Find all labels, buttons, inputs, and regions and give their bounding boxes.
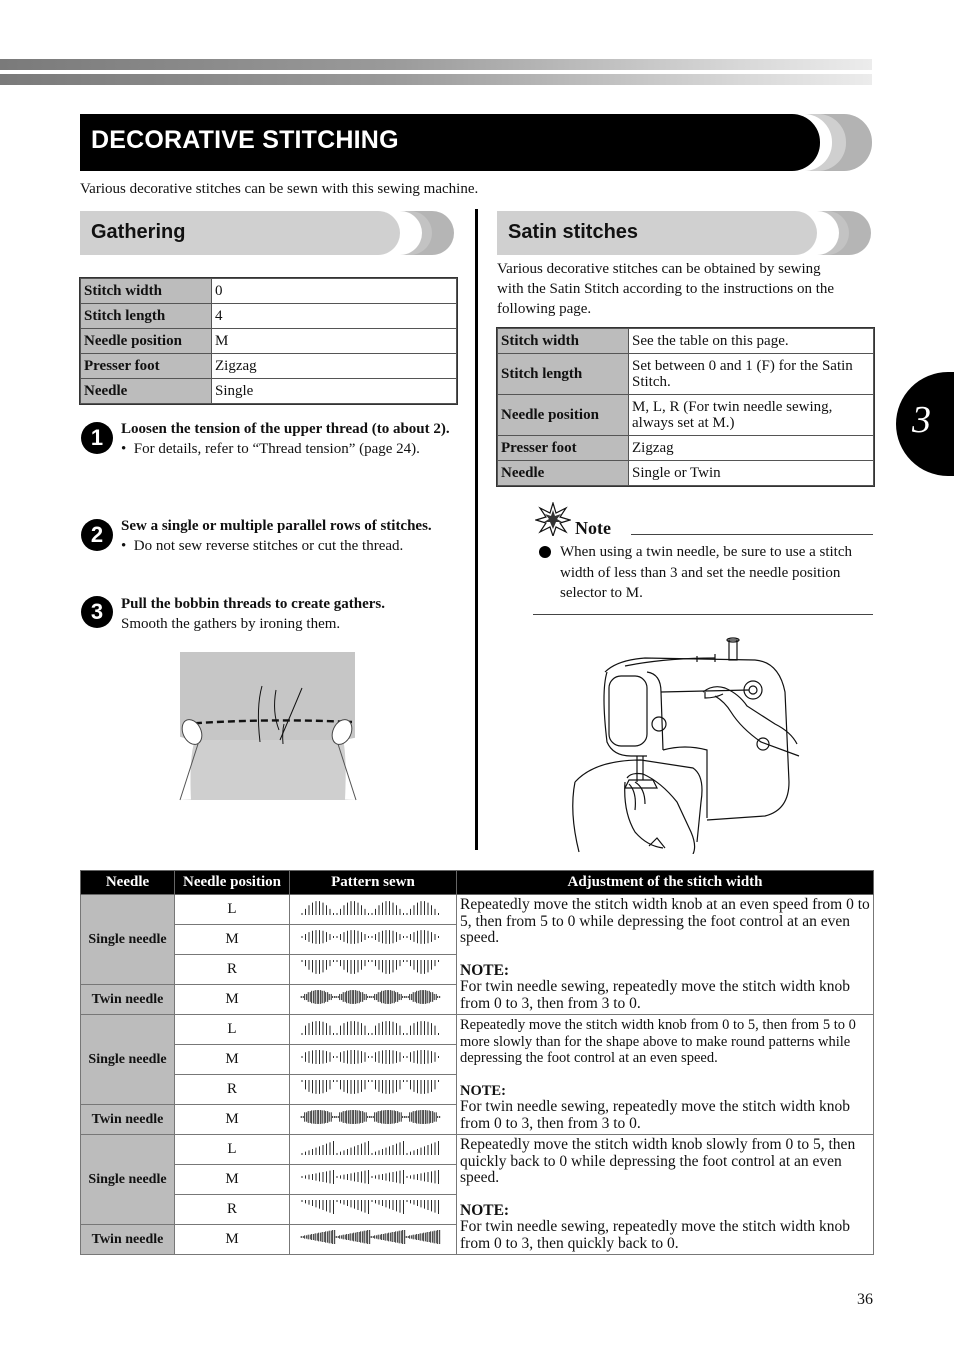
gathering-heading: Gathering <box>91 221 186 243</box>
column-divider <box>475 209 478 850</box>
setting-label: Needle position <box>498 395 629 436</box>
col-header-pattern: Pattern sewn <box>290 871 457 895</box>
needle-position: M <box>175 1045 290 1075</box>
needle-type: Twin needle <box>81 985 175 1015</box>
pattern-cell <box>290 1225 457 1255</box>
step-number-3: 3 <box>81 596 113 628</box>
gathering-heading-banner <box>80 211 454 255</box>
stitch-pattern-graphic <box>290 1225 450 1249</box>
setting-label: Stitch width <box>81 279 212 304</box>
setting-label: Needle <box>498 461 629 486</box>
stitch-width-table <box>80 870 874 1255</box>
setting-label: Stitch length <box>498 354 629 395</box>
col-header-position: Needle position <box>175 871 290 895</box>
chapter-number: 3 <box>912 399 931 441</box>
page-title-banner <box>80 114 872 171</box>
adjustment-text: Repeatedly move the stitch width knob slowly from 0 to 5, then quickly back to 0 while depressing the foot control at an even speed. <box>460 1136 856 1186</box>
page-title: DECORATIVE STITCHING <box>91 126 399 154</box>
pattern-cell <box>290 895 457 925</box>
setting-value: Single or Twin <box>629 461 874 486</box>
step-2-instruction: Sew a single or multiple parallel rows of stitches. <box>121 518 432 534</box>
stitch-pattern-graphic <box>290 1105 450 1129</box>
page-number: 36 <box>857 1291 873 1308</box>
needle-position: M <box>175 925 290 955</box>
twin-needle-note: For twin needle sewing, repeatedly move the stitch width knob from 0 to 3, then quickly back to 0. <box>460 1218 850 1252</box>
note-label: NOTE: <box>460 1082 506 1099</box>
stitch-pattern-graphic <box>290 1075 450 1099</box>
satin-intro: Various decorative stitches can be obtained by sewing with the Satin Stitch according to the instructions on the following page. <box>497 261 835 317</box>
needle-type: Twin needle <box>81 1225 175 1255</box>
setting-value: See the table on this page. <box>629 329 874 354</box>
stitch-pattern-graphic <box>290 1015 450 1039</box>
stitch-pattern-graphic <box>290 925 450 949</box>
setting-value: 4 <box>212 304 457 329</box>
pattern-cell <box>290 955 457 985</box>
note-label: NOTE: <box>460 961 510 979</box>
setting-label: Presser foot <box>498 436 629 461</box>
step-3-detail: Smooth the gathers by ironing them. <box>121 616 341 632</box>
adjustment-text: Repeatedly move the stitch width knob at an even speed from 0 to 5, then from 5 to 0 while depressing the foot control at an even speed. <box>460 896 870 946</box>
needle-position: M <box>175 1105 290 1135</box>
needle-type: Twin needle <box>81 1105 175 1135</box>
needle-position: M <box>175 1225 290 1255</box>
stitch-pattern-graphic <box>290 1195 450 1219</box>
sewing-machine-illustration <box>565 632 805 854</box>
page-intro: Various decorative stitches can be sewn with this sewing machine. <box>80 181 479 197</box>
setting-value: Set between 0 and 1 (F) for the Satin Stitch. <box>629 354 874 395</box>
note-heading: Note <box>575 518 611 538</box>
note-icon <box>535 502 571 536</box>
adjustment-text: Repeatedly move the stitch width knob from 0 to 5, then from 5 to 0 more slowly than for the shape above to make round patterns while depressing the foot control at an even speed. <box>460 1017 856 1066</box>
satin-settings-table <box>497 328 874 486</box>
setting-value: M, L, R (For twin needle sewing, always set at M.) <box>629 395 874 436</box>
setting-label: Needle position <box>81 329 212 354</box>
step-number-2: 2 <box>81 519 113 551</box>
pattern-cell <box>290 1075 457 1105</box>
table-row <box>81 1015 874 1045</box>
pattern-cell <box>290 1135 457 1165</box>
table-row <box>498 461 874 486</box>
needle-position: L <box>175 1135 290 1165</box>
twin-needle-note: For twin needle sewing, repeatedly move the stitch width knob from 0 to 3, then from 3 to 0. <box>460 1098 850 1132</box>
needle-position: M <box>175 1165 290 1195</box>
needle-type: Single needle <box>81 895 175 985</box>
table-row <box>81 329 457 354</box>
setting-value: M <box>212 329 457 354</box>
table-row <box>81 1135 874 1165</box>
setting-label: Stitch width <box>498 329 629 354</box>
note-bullet <box>539 546 551 558</box>
setting-value: Zigzag <box>212 354 457 379</box>
needle-position: R <box>175 1195 290 1225</box>
step-3 <box>121 594 461 634</box>
step-number-1: 1 <box>81 422 113 454</box>
stitch-pattern-graphic <box>290 1165 450 1189</box>
table-row <box>498 329 874 354</box>
setting-value: Zigzag <box>629 436 874 461</box>
note-box <box>533 500 873 615</box>
setting-label: Presser foot <box>81 354 212 379</box>
pattern-cell <box>290 1195 457 1225</box>
stitch-pattern-graphic <box>290 955 450 979</box>
setting-label: Stitch length <box>81 304 212 329</box>
satin-heading-banner <box>497 211 871 255</box>
stitch-pattern-graphic <box>290 895 450 919</box>
pattern-cell <box>290 1165 457 1195</box>
pattern-cell <box>290 1015 457 1045</box>
step-1-detail: For details, refer to “Thread tension” (page 24). <box>133 441 420 457</box>
setting-value: Single <box>212 379 457 404</box>
stitch-pattern-graphic <box>290 1135 450 1159</box>
table-row <box>498 436 874 461</box>
needle-position: R <box>175 1075 290 1105</box>
needle-type: Single needle <box>81 1135 175 1225</box>
table-row <box>81 279 457 304</box>
table-row <box>81 379 457 404</box>
step-1-instruction: Loosen the tension of the upper thread (to about 2). <box>121 421 450 437</box>
table-row <box>81 304 457 329</box>
step-2-detail: Do not sew reverse stitches or cut the thread. <box>133 538 404 554</box>
pattern-cell <box>290 1045 457 1075</box>
pattern-cell <box>290 925 457 955</box>
adjustment-cell <box>457 1135 874 1255</box>
needle-type: Single needle <box>81 1015 175 1105</box>
step-2: Sew a single or multiple parallel rows of stitches. • Do not sew reverse stitches or cut the thread. <box>121 518 432 554</box>
note-text: When using a twin needle, be sure to use a stitch width of less than 3 and set the needle position selector to M. <box>560 544 853 601</box>
step-1: Loosen the tension of the upper thread (to about 2). • For details, refer to “Thread tension” (page 24). <box>121 421 450 457</box>
col-header-adjustment: Adjustment of the stitch width <box>457 871 874 895</box>
header-stripe-bottom <box>0 74 872 85</box>
needle-position: M <box>175 985 290 1015</box>
setting-label: Needle <box>81 379 212 404</box>
table-row <box>498 354 874 395</box>
adjustment-cell <box>457 895 874 1015</box>
table-header-row <box>81 871 874 895</box>
col-header-needle: Needle <box>81 871 175 895</box>
needle-position: L <box>175 1015 290 1045</box>
stitch-pattern-graphic <box>290 985 450 1009</box>
twin-needle-note: For twin needle sewing, repeatedly move the stitch width knob from 0 to 3, then from 3 to 0. <box>460 978 850 1012</box>
step-3-instruction: Pull the bobbin threads to create gathers. <box>121 596 386 612</box>
pattern-cell <box>290 1105 457 1135</box>
needle-position: L <box>175 895 290 925</box>
setting-value: 0 <box>212 279 457 304</box>
header-stripe-top <box>0 59 872 70</box>
gathering-settings-table <box>80 278 457 404</box>
table-row <box>81 895 874 925</box>
adjustment-cell <box>457 1015 874 1135</box>
stitch-pattern-graphic <box>290 1045 450 1069</box>
needle-position: R <box>175 955 290 985</box>
satin-heading: Satin stitches <box>508 221 639 243</box>
pattern-cell <box>290 985 457 1015</box>
table-row <box>81 354 457 379</box>
table-row <box>498 395 874 436</box>
gathering-illustration <box>176 652 361 802</box>
chapter-tab <box>896 372 954 476</box>
note-label: NOTE: <box>460 1201 510 1219</box>
